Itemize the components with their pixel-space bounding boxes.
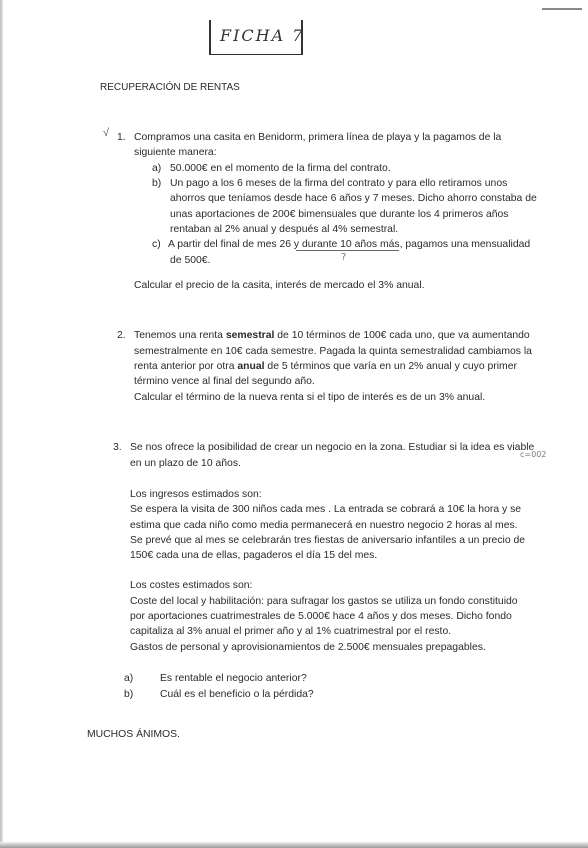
handwritten-underline: [296, 250, 399, 251]
item-b-text: rentaban al 2% anual y después al 4% semestral.: [170, 224, 399, 235]
item-b-label: b): [152, 178, 162, 189]
scan-edge: [0, 0, 3, 848]
exercise-2-line: semestralmente en 10€ cada semestre. Pagada la quinta semestralidad cambiamos la: [134, 346, 532, 357]
handwritten-question: ?: [341, 252, 347, 263]
item-b-text: unas aportaciones de 200€ bimensuales que durante los 4 primeros años: [170, 209, 509, 220]
item-b-text: ahorros que teníamos desde hace 6 años y 7 meses. Dicho ahorro constaba de: [170, 193, 537, 204]
income-line: 150€ cada una de ellas, pagaderos el día 15 del mes.: [130, 550, 378, 561]
costs-line: por aportaciones cuatrimestrales de 5.000€ hace 4 años y dos meses. Dicho fondo: [130, 611, 512, 622]
item-a-text: 50.000€ en el momento de la firma del contrato.: [170, 163, 391, 174]
exercise-2-line: renta anterior por otra anual de 5 términos que varía en un 2% anual y cuyo primer: [134, 361, 517, 372]
handwritten-margin-note: c=002: [520, 450, 547, 459]
exercise-3-number: 3.: [113, 442, 122, 453]
item-c-text: A partir del final de mes 26 y durante 10 años más, pagamos una mensualidad: [168, 239, 531, 250]
question-b-label: b): [124, 689, 134, 700]
exercise-3-line: en un plazo de 10 años.: [130, 458, 241, 469]
question-b-text: Cuál es el beneficio o la pérdida?: [160, 689, 314, 700]
exercise-2-line: término vence al final del segundo año.: [134, 376, 315, 387]
costs-heading: Los costes estimados son:: [130, 580, 253, 591]
costs-line: Gastos de personal y aprovisionamientos de 2.500€ mensuales prepagables.: [130, 642, 486, 653]
item-b-text: Un pago a los 6 meses de la firma del contrato y para ello retiramos unos: [170, 178, 508, 189]
exercise-2-number: 2.: [117, 330, 126, 341]
exercise-1-question: Calcular el precio de la casita, interés de mercado el 3% anual.: [134, 280, 425, 291]
exercise-1-line: siguiente manera:: [134, 147, 217, 158]
income-line: estima que cada niño como media permanecerá en nuestro negocio 2 horas al mes.: [130, 520, 518, 531]
question-a-text: Es rentable el negocio anterior?: [160, 673, 307, 684]
page-title: RECUPERACIÓN DE RENTAS: [100, 82, 240, 93]
item-a-label: a): [152, 163, 162, 174]
exercise-2-question: Calcular el término de la nueva renta si el tipo de interés es de un 3% anual.: [134, 392, 486, 403]
question-a-label: a): [124, 673, 134, 684]
costs-line: Coste del local y habilitación: para sufragar los gastos se utiliza un fondo constituido: [130, 596, 518, 607]
scan-edge-bottom: [0, 842, 588, 848]
exercise-3-line: Se nos ofrece la posibilidad de crear un negocio en la zona. Estudiar si la idea es viable: [130, 442, 535, 453]
ficha-label: FICHA 7: [220, 26, 305, 45]
income-line: Se espera la visita de 300 niños cada mes . La entrada se cobrará a 10€ la hora y se: [130, 504, 522, 515]
exercise-1-line: Compramos una casita en Benidorm, primera línea de playa y la pagamos de la: [134, 132, 502, 143]
check-mark: √: [103, 127, 110, 139]
exercise-2-line: Tenemos una renta semestral de 10 términos de 100€ cada uno, que va aumentando: [134, 330, 530, 341]
closing-text: MUCHOS ÁNIMOS.: [87, 729, 180, 740]
item-c-label: c): [152, 239, 161, 250]
income-line: Se prevé que al mes se celebrarán tres fiestas de aniversario infantiles a un precio de: [130, 535, 526, 546]
costs-line: capitaliza al 3% anual el primer año y al 1% cuatrimestral por el resto.: [130, 626, 452, 637]
exercise-1-number: 1.: [117, 132, 126, 143]
scan-mark: [542, 8, 582, 10]
income-heading: Los ingresos estimados son:: [130, 489, 262, 500]
item-c-text: de 500€.: [170, 255, 211, 266]
